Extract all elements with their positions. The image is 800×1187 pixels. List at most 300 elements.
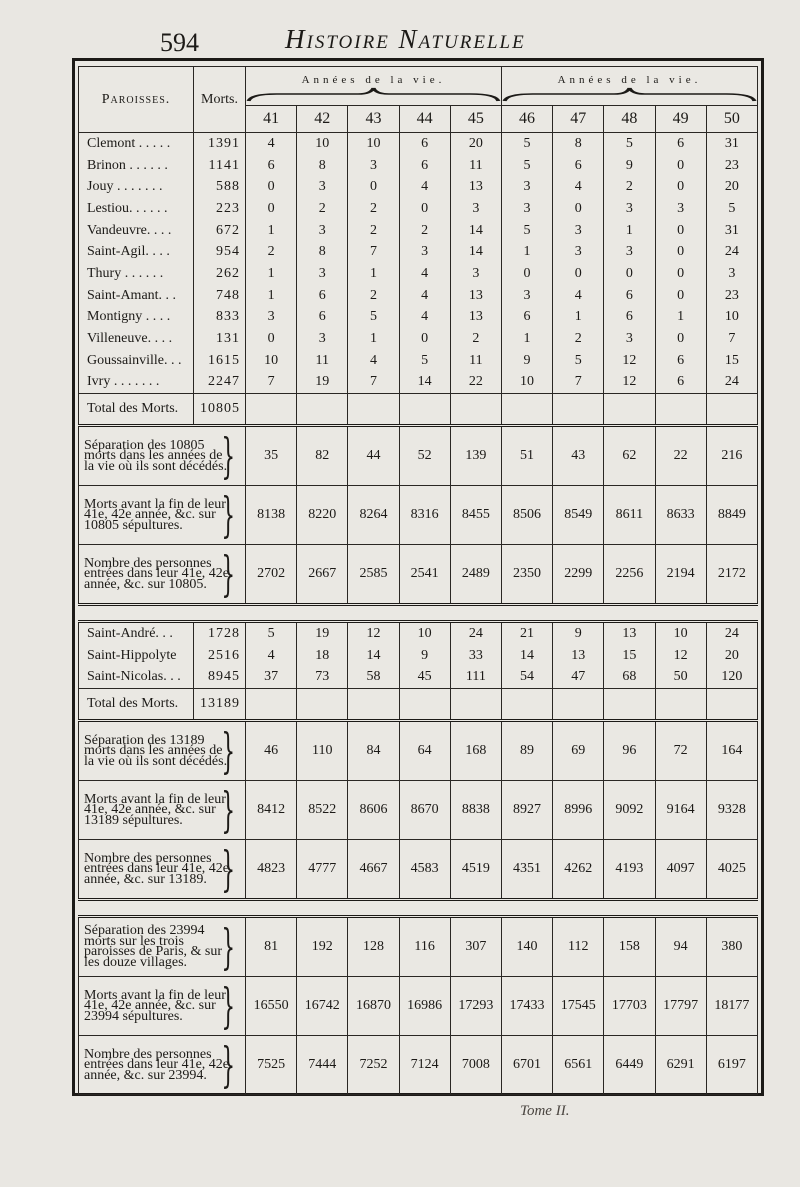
empty-cell [553,394,604,426]
parish-row [79,350,758,372]
parish-value: 2 [399,220,450,242]
parish-value: 1 [501,328,552,350]
mortality-table [78,66,758,1095]
parish-value: 4 [553,285,604,307]
parish-value: 18 [297,645,348,667]
separation-value: 44 [348,426,399,486]
parish-morts: 262 [194,263,246,285]
total-row [79,394,758,426]
empty-cell [655,394,706,426]
header-brace [246,86,501,102]
parish-value: 1 [501,241,552,263]
parish-value: 13 [450,176,501,198]
empty-cell [706,394,757,426]
year-cell: 42 [297,106,348,133]
separation-value: 35 [246,426,297,486]
parish-value: 1 [655,307,706,329]
morts-avant-row [79,486,758,545]
parish-value: 5 [501,220,552,242]
parish-value: 6 [297,285,348,307]
total-row [79,689,758,721]
header-row [79,67,758,106]
parish-value: 58 [348,667,399,689]
morts-avant-value: 9328 [706,781,757,840]
nombre-value: 2350 [501,545,552,605]
parish-value: 12 [604,372,655,394]
parish-value: 13 [604,622,655,645]
empty-cell [297,689,348,721]
morts-avant-value: 8549 [553,486,604,545]
parish-value: 14 [399,372,450,394]
nombre-value: 7444 [297,1036,348,1095]
parish-value: 3 [450,198,501,220]
parish-value: 5 [501,155,552,177]
separation-value: 158 [604,917,655,977]
parish-value: 3 [297,328,348,350]
parish-name: Lestiou. . . . . . [79,198,194,220]
parish-value: 4 [399,285,450,307]
separation-desc [79,426,246,486]
parish-value: 8 [297,241,348,263]
year-cell: 41 [246,106,297,133]
parish-morts: 833 [194,307,246,329]
parish-value: 0 [655,328,706,350]
parish-value: 9 [399,645,450,667]
parish-value: 0 [246,328,297,350]
morts-avant-value: 9164 [655,781,706,840]
morts-avant-desc [79,486,246,545]
parish-value: 20 [706,645,757,667]
separation-value: 110 [297,721,348,781]
parish-value: 24 [450,622,501,645]
parish-value: 3 [604,328,655,350]
parish-morts: 588 [194,176,246,198]
empty-cell [553,689,604,721]
parish-value: 14 [450,241,501,263]
separation-value: 64 [399,721,450,781]
year-cell: 48 [604,106,655,133]
brace-icon: } [221,919,236,976]
parish-value: 3 [501,285,552,307]
parish-value: 111 [450,667,501,689]
nombre-value: 4262 [553,840,604,900]
parish-value: 6 [501,307,552,329]
separation-value: 81 [246,917,297,977]
parish-value: 1 [348,263,399,285]
morts-avant-value: 8264 [348,486,399,545]
parish-value: 6 [553,155,604,177]
parish-name: Saint-Nicolas. . . [79,667,194,689]
morts-avant-desc-text: Morts avant la fin de leur 41e, 42e année, &c. sur 10805 sépultures. [84,496,226,533]
morts-avant-value: 8611 [604,486,655,545]
parish-value: 6 [246,155,297,177]
parish-name: Jouy . . . . . . . [79,176,194,198]
parish-value: 0 [655,220,706,242]
nombre-row [79,840,758,900]
parish-value: 24 [706,241,757,263]
parish-row [79,241,758,263]
separation-value: 72 [655,721,706,781]
parish-value: 6 [655,350,706,372]
parish-morts: 672 [194,220,246,242]
separation-value: 128 [348,917,399,977]
nombre-row [79,545,758,605]
parish-value: 5 [553,350,604,372]
parish-value: 0 [604,263,655,285]
brace-icon: } [221,546,236,603]
morts-avant-value: 9092 [604,781,655,840]
separation-desc-text: Séparation des 10805 morts dans les années de la vie où ils sont décédés. [84,437,228,474]
parish-value: 1 [604,220,655,242]
parish-value: 31 [706,133,757,155]
separation-value: 96 [604,721,655,781]
parish-value: 10 [348,133,399,155]
brace-icon: } [221,487,236,544]
parish-value: 3 [655,198,706,220]
separation-value: 52 [399,426,450,486]
parish-value: 9 [553,622,604,645]
morts-avant-row [79,781,758,840]
nombre-value: 7008 [450,1036,501,1095]
parish-value: 4 [399,263,450,285]
year-cell: 46 [501,106,552,133]
parish-value: 45 [399,667,450,689]
parish-name: Saint-André. . . [79,622,194,645]
parish-value: 11 [450,155,501,177]
parish-name: Saint-Amant. . . [79,285,194,307]
separation-value: 139 [450,426,501,486]
morts-avant-desc [79,781,246,840]
empty-cell [450,394,501,426]
nombre-value: 2194 [655,545,706,605]
parish-value: 5 [246,622,297,645]
parish-value: 2 [553,328,604,350]
nombre-value: 4519 [450,840,501,900]
nombre-value: 6701 [501,1036,552,1095]
empty-cell [297,394,348,426]
page-header [0,24,800,58]
empty-cell [246,689,297,721]
parish-name: Montigny . . . . [79,307,194,329]
nombre-value: 2702 [246,545,297,605]
parish-value: 0 [655,263,706,285]
parish-value: 9 [501,350,552,372]
parish-name: Saint-Agil. . . . [79,241,194,263]
nombre-desc [79,840,246,900]
parish-value: 2 [297,198,348,220]
parish-value: 4 [348,350,399,372]
parish-value: 8 [297,155,348,177]
parish-value: 0 [399,328,450,350]
nombre-value: 7525 [246,1036,297,1095]
morts-avant-value: 16986 [399,977,450,1036]
years-group-header-1 [246,67,502,106]
morts-avant-value: 8838 [450,781,501,840]
parish-value: 3 [297,220,348,242]
parish-value: 3 [501,176,552,198]
nombre-value: 2299 [553,545,604,605]
parish-value: 3 [348,155,399,177]
parish-value: 14 [348,645,399,667]
separation-value: 94 [655,917,706,977]
parish-value: 14 [450,220,501,242]
nombre-value: 7124 [399,1036,450,1095]
parish-value: 14 [501,645,552,667]
parish-value: 1 [246,220,297,242]
parish-value: 19 [297,372,348,394]
parish-value: 13 [450,307,501,329]
parish-morts: 2247 [194,372,246,394]
total-value: 13189 [194,689,246,721]
parish-value: 7 [348,241,399,263]
parish-morts: 954 [194,241,246,263]
parish-value: 2 [246,241,297,263]
parish-value: 4 [399,176,450,198]
parish-name: Saint-Hippolyte [79,645,194,667]
parish-value: 23 [706,285,757,307]
parish-value: 10 [706,307,757,329]
nombre-desc [79,1036,246,1095]
separation-value: 22 [655,426,706,486]
separation-value: 43 [553,426,604,486]
separation-value: 168 [450,721,501,781]
empty-cell [399,394,450,426]
header-brace [502,86,757,102]
year-cell: 47 [553,106,604,133]
parish-name: Goussainville. . . [79,350,194,372]
parish-value: 8 [553,133,604,155]
brace-icon: } [221,723,236,780]
parish-value: 6 [604,307,655,329]
parish-value: 73 [297,667,348,689]
morts-avant-value: 8670 [399,781,450,840]
parish-value: 22 [450,372,501,394]
morts-label: Morts. [201,91,238,107]
nombre-value: 4777 [297,840,348,900]
parish-value: 10 [246,350,297,372]
spacer-cell [79,605,758,622]
parish-row [79,220,758,242]
parish-value: 3 [604,198,655,220]
empty-cell [604,689,655,721]
nombre-value: 7252 [348,1036,399,1095]
parish-value: 3 [399,241,450,263]
parish-value: 3 [297,176,348,198]
parish-value: 3 [501,198,552,220]
parish-value: 2 [348,220,399,242]
parish-morts: 1615 [194,350,246,372]
separation-value: 140 [501,917,552,977]
empty-cell [501,394,552,426]
morts-avant-value: 17433 [501,977,552,1036]
empty-cell [706,689,757,721]
nombre-value: 2541 [399,545,450,605]
morts-avant-desc-text: Morts avant la fin de leur 41e, 42e année, &c. sur 13189 sépultures. [84,791,226,828]
parish-value: 0 [501,263,552,285]
parish-row [79,133,758,155]
year-cell: 49 [655,106,706,133]
nombre-value: 4823 [246,840,297,900]
parish-row [79,667,758,689]
parish-value: 3 [604,241,655,263]
parish-value: 7 [246,372,297,394]
parish-value: 7 [348,372,399,394]
parish-value: 6 [297,307,348,329]
parish-morts: 223 [194,198,246,220]
parish-value: 2 [348,198,399,220]
nombre-value: 4193 [604,840,655,900]
parish-row [79,176,758,198]
total-value: 10805 [194,394,246,426]
spacer-cell [79,900,758,917]
parish-value: 0 [553,263,604,285]
parish-value: 4 [246,133,297,155]
spacer-row [79,900,758,917]
nombre-value: 2667 [297,545,348,605]
parish-value: 0 [655,176,706,198]
parish-value: 0 [348,176,399,198]
separation-value: 46 [246,721,297,781]
year-cell: 43 [348,106,399,133]
parish-value: 15 [706,350,757,372]
parish-value: 4 [399,307,450,329]
nombre-value: 6291 [655,1036,706,1095]
parish-value: 2 [450,328,501,350]
parish-row [79,155,758,177]
separation-value: 69 [553,721,604,781]
empty-cell [246,394,297,426]
parish-name: Ivry . . . . . . . [79,372,194,394]
morts-avant-value: 8849 [706,486,757,545]
parish-value: 4 [246,645,297,667]
separation-desc [79,917,246,977]
parish-name: Vandeuvre. . . . [79,220,194,242]
parish-value: 2 [604,176,655,198]
brace-icon: } [221,782,236,839]
morts-avant-value: 17797 [655,977,706,1036]
parish-value: 20 [450,133,501,155]
empty-cell [655,689,706,721]
nombre-value: 4583 [399,840,450,900]
parish-value: 6 [655,133,706,155]
nombre-value: 2172 [706,545,757,605]
brace-icon: } [221,1037,236,1094]
total-label: Total des Morts. [79,394,194,426]
parish-name: Villeneuve. . . . [79,328,194,350]
parish-value: 1 [246,285,297,307]
parish-value: 50 [655,667,706,689]
parish-value: 23 [706,155,757,177]
morts-avant-value: 8506 [501,486,552,545]
nombre-value: 2585 [348,545,399,605]
empty-cell [348,394,399,426]
nombre-desc-text: Nombre des personnes entrées dans leur 41e, 42e année, &c. sur 13189. [84,850,229,887]
parish-morts: 8945 [194,667,246,689]
morts-avant-value: 8412 [246,781,297,840]
parish-value: 31 [706,220,757,242]
nombre-desc-text: Nombre des personnes entrées dans leur 41e, 42e année, &c. sur 10805. [84,555,229,592]
morts-avant-value: 17293 [450,977,501,1036]
years-label: Années de la vie. [301,73,446,86]
parish-row [79,645,758,667]
parish-value: 33 [450,645,501,667]
brace-icon: } [221,428,236,485]
parish-value: 13 [450,285,501,307]
morts-avant-value: 17703 [604,977,655,1036]
spacer-row [79,605,758,622]
nombre-value: 4097 [655,840,706,900]
parish-row [79,198,758,220]
morts-avant-value: 8927 [501,781,552,840]
nombre-desc [79,545,246,605]
morts-avant-desc [79,977,246,1036]
parish-name: Clemont . . . . . [79,133,194,155]
parish-name: Brinon . . . . . . [79,155,194,177]
parish-value: 19 [297,622,348,645]
page-number: 594 [160,28,199,57]
separation-value: 164 [706,721,757,781]
parish-value: 10 [399,622,450,645]
empty-cell [501,689,552,721]
morts-avant-value: 8455 [450,486,501,545]
morts-avant-value: 16742 [297,977,348,1036]
page-footer [0,1103,800,1133]
year-cell: 44 [399,106,450,133]
separation-value: 380 [706,917,757,977]
brace-icon: } [221,841,236,898]
parish-value: 3 [450,263,501,285]
parish-row [79,622,758,645]
parish-value: 3 [297,263,348,285]
parish-morts: 2516 [194,645,246,667]
nombre-value: 4025 [706,840,757,900]
parishes-label: Paroisses. [101,91,171,107]
parish-value: 12 [348,622,399,645]
parish-value: 5 [706,198,757,220]
parish-value: 6 [399,155,450,177]
separation-value: 112 [553,917,604,977]
running-title: Histoire Naturelle [285,24,526,54]
total-label: Total des Morts. [79,689,194,721]
parish-value: 12 [655,645,706,667]
parish-value: 10 [655,622,706,645]
parishes-header [79,67,194,133]
nombre-value: 2489 [450,545,501,605]
brace-icon: } [221,978,236,1035]
parish-value: 20 [706,176,757,198]
years-label: Années de la vie. [557,73,702,86]
parish-value: 1 [348,328,399,350]
parish-value: 5 [604,133,655,155]
morts-avant-value: 8606 [348,781,399,840]
parish-value: 3 [246,307,297,329]
parish-value: 3 [553,241,604,263]
parish-morts: 1141 [194,155,246,177]
separation-value: 192 [297,917,348,977]
morts-avant-row [79,977,758,1036]
morts-avant-value: 18177 [706,977,757,1036]
parish-value: 10 [501,372,552,394]
parish-value: 0 [655,285,706,307]
parish-row [79,328,758,350]
parish-value: 3 [706,263,757,285]
parish-value: 0 [655,241,706,263]
nombre-value: 6449 [604,1036,655,1095]
parish-value: 120 [706,667,757,689]
parish-value: 11 [450,350,501,372]
parish-value: 24 [706,622,757,645]
parish-value: 10 [297,133,348,155]
